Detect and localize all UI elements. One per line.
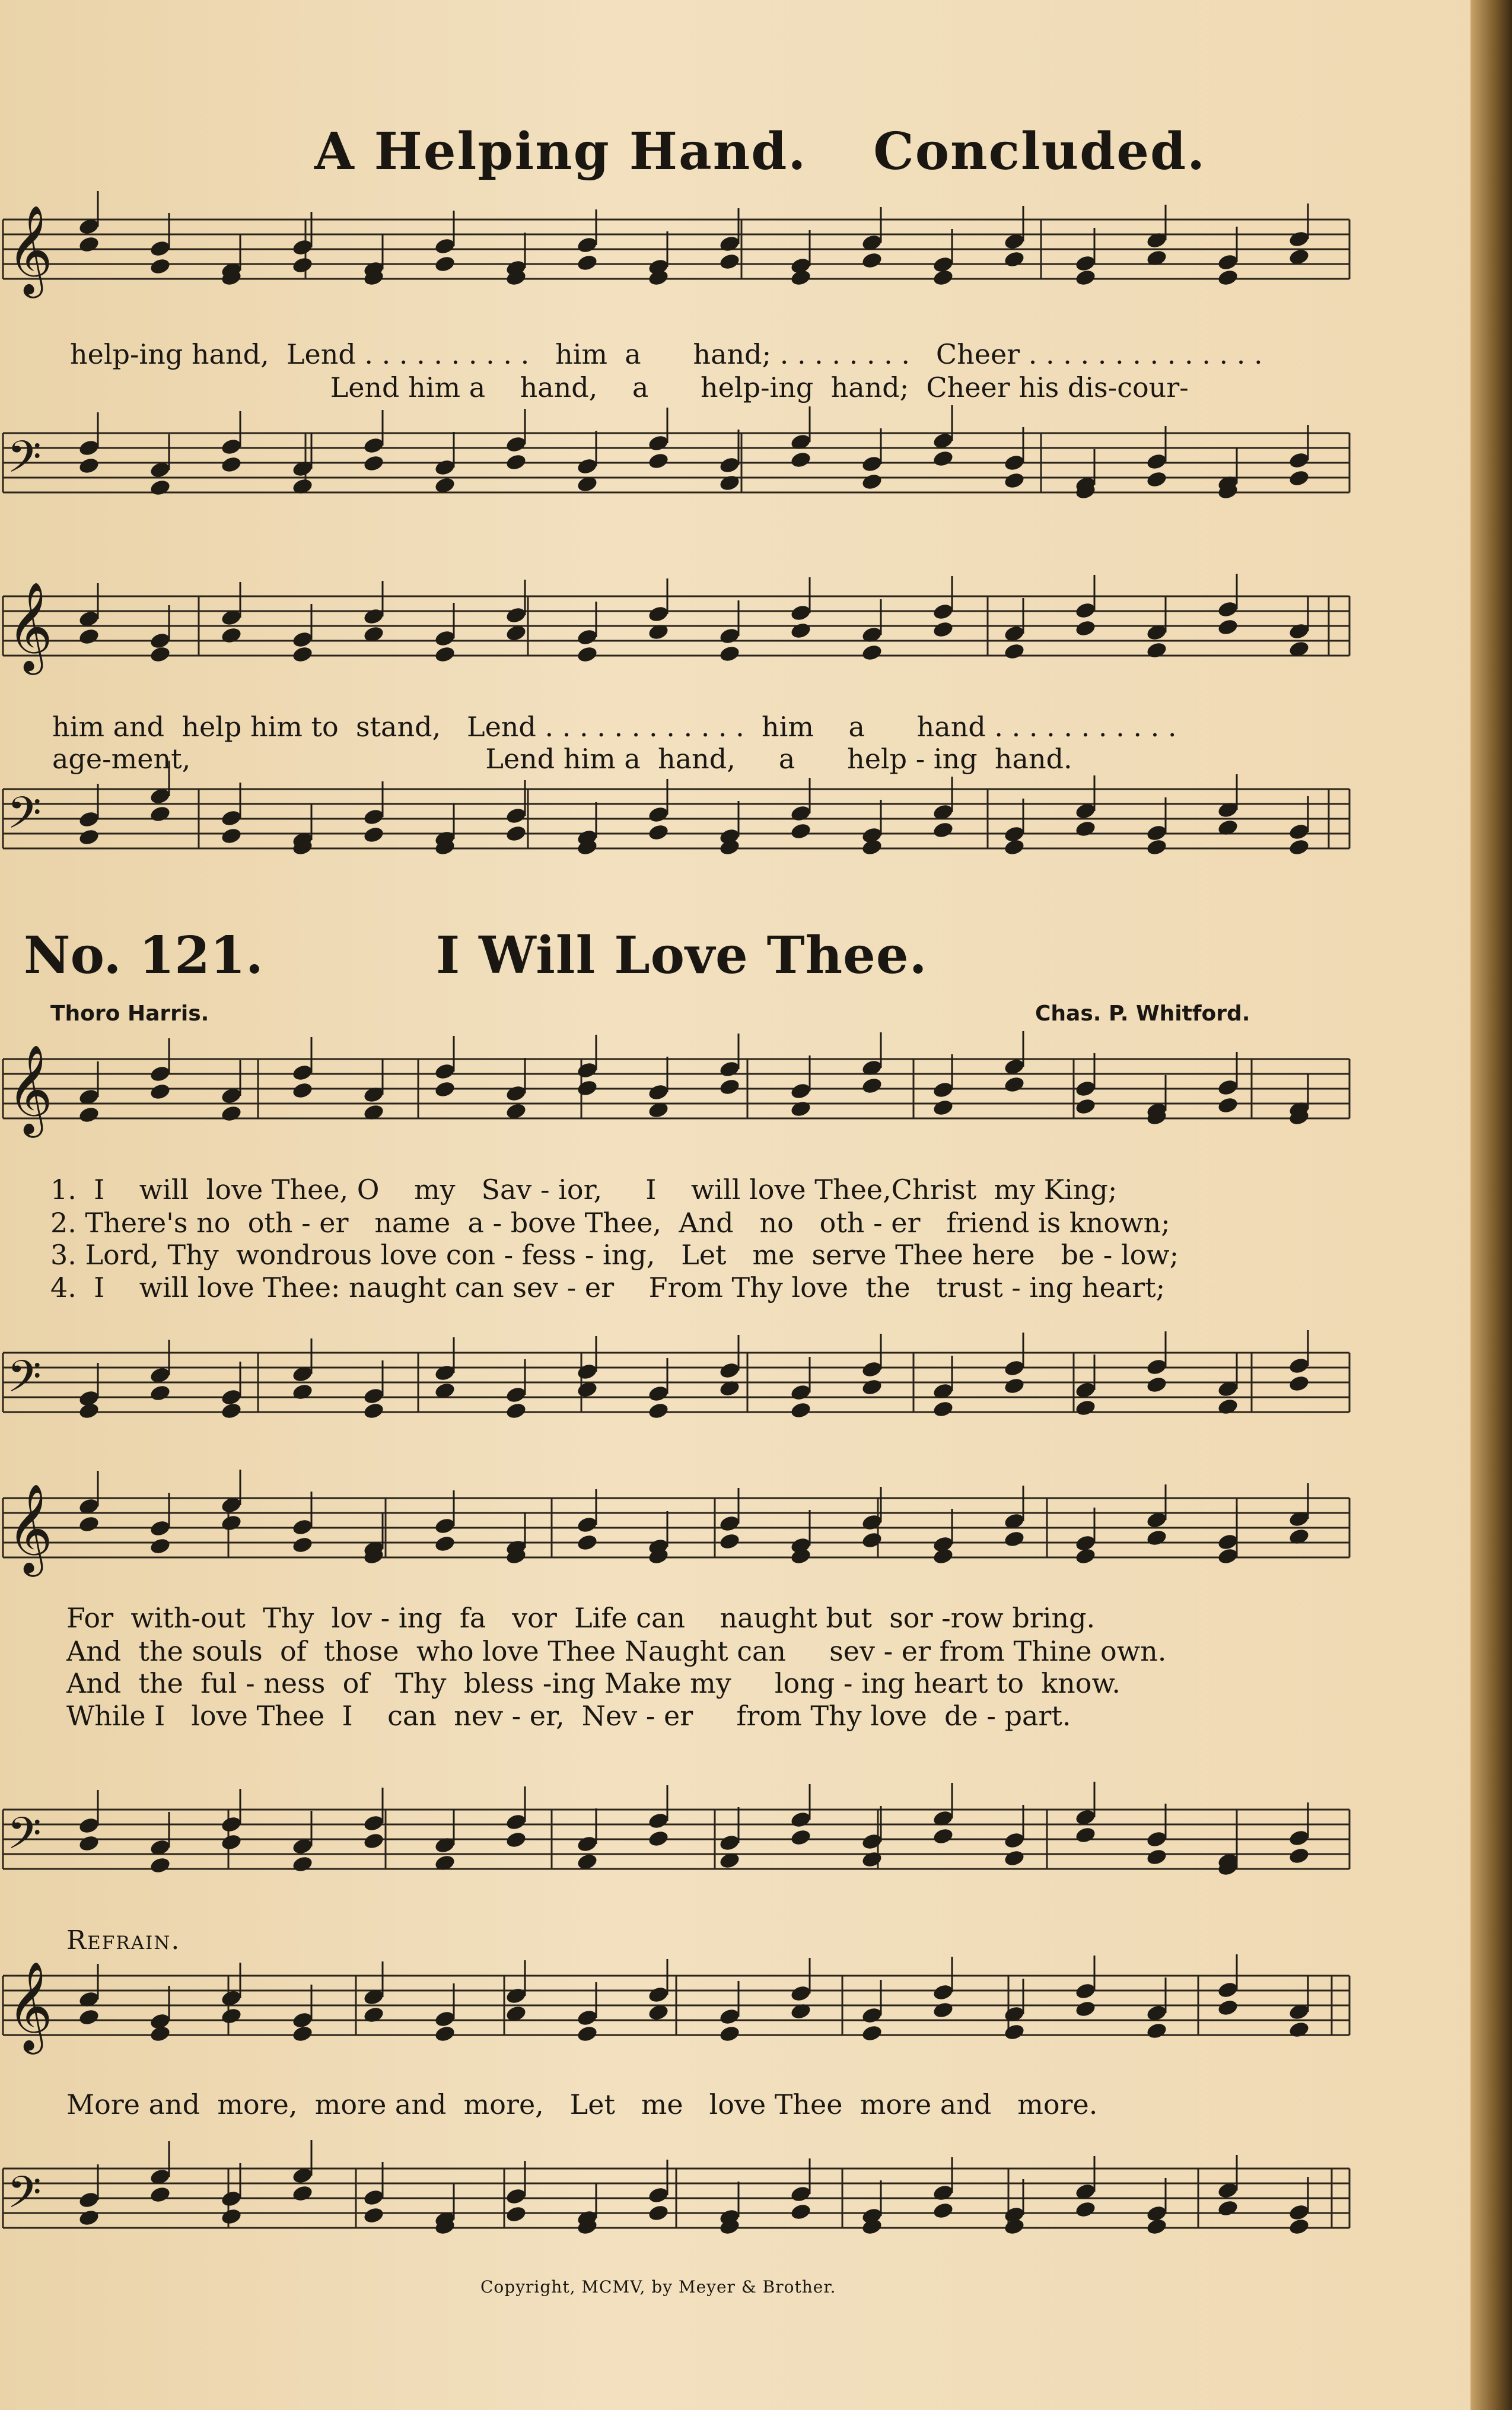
bass-clef-icon: 𝄢 bbox=[7, 1808, 42, 1870]
note-head bbox=[1003, 1849, 1026, 1868]
note-head bbox=[861, 2024, 883, 2043]
note-head bbox=[1074, 1079, 1097, 1098]
note-head bbox=[149, 478, 171, 497]
note-head bbox=[1145, 470, 1168, 489]
verse3-line1: 3. Lord, Thy wondrous love con - fess - ing, Let me serve Thee here be - low; bbox=[50, 1239, 1179, 1271]
note-head bbox=[505, 806, 527, 825]
note-head bbox=[149, 1384, 171, 1403]
note-head bbox=[576, 645, 599, 664]
note-head bbox=[149, 1537, 171, 1556]
note-head bbox=[291, 2024, 314, 2043]
hymn-number: No. 121. bbox=[24, 926, 263, 985]
note-head bbox=[434, 2024, 456, 2043]
note-head bbox=[718, 1060, 741, 1079]
note-head bbox=[1003, 1376, 1026, 1395]
note-head bbox=[1288, 1829, 1310, 1848]
note-head bbox=[220, 1815, 243, 1834]
note-head bbox=[362, 1387, 385, 1406]
note-head bbox=[932, 1400, 954, 1419]
note-head bbox=[78, 456, 100, 475]
note-head bbox=[505, 2187, 527, 2206]
note-head bbox=[220, 2007, 243, 2026]
note-head bbox=[362, 607, 385, 626]
verse4-line2: While I love Thee I can nev - er, Nev - er from Thy love de - part. bbox=[66, 1700, 1071, 1732]
note-head bbox=[861, 1360, 883, 1379]
bass-clef-icon: 𝄢 bbox=[7, 2167, 42, 2229]
note-head bbox=[362, 1401, 385, 1420]
note-head bbox=[1074, 1398, 1097, 1417]
note-head bbox=[149, 2024, 171, 2043]
note-head bbox=[291, 1382, 314, 1401]
copyright-notice: Copyright, MCMV, by Meyer & Brother. bbox=[480, 2277, 836, 2297]
note-head bbox=[1288, 822, 1310, 841]
note-head bbox=[861, 472, 883, 491]
note-head bbox=[362, 454, 385, 473]
note-head bbox=[1217, 2199, 1239, 2218]
note-head bbox=[1003, 2217, 1026, 2236]
note-head bbox=[1074, 1547, 1097, 1566]
note-head bbox=[149, 1856, 171, 1875]
note-head bbox=[790, 1383, 812, 1402]
note-head bbox=[718, 2024, 741, 2043]
hymn-title: I Will Love Thee. bbox=[436, 926, 928, 985]
note-head bbox=[718, 456, 741, 475]
note-head bbox=[505, 435, 527, 454]
note-head bbox=[505, 824, 527, 843]
note-head bbox=[434, 1080, 456, 1099]
note-head bbox=[149, 645, 171, 664]
treble-clef-icon: 𝄞 bbox=[7, 1960, 53, 2050]
note-head bbox=[1074, 1826, 1097, 1845]
note-head bbox=[505, 1385, 527, 1404]
note-head bbox=[647, 1811, 670, 1830]
note-head bbox=[78, 2190, 100, 2209]
note-head bbox=[149, 1064, 171, 1083]
note-head bbox=[78, 235, 100, 254]
note-head bbox=[718, 234, 741, 253]
note-head bbox=[149, 1519, 171, 1538]
song1-row2-lyric-1: him and help him to stand, Lend . . . . . . . . . . . . him a hand . . . . . . . . . . . bbox=[52, 711, 1177, 743]
note-head bbox=[78, 627, 100, 646]
note-head bbox=[1217, 1533, 1239, 1551]
song1-row1-lyric-1: help-ing hand, Lend . . . . . . . . . . him a hand; . . . . . . . . Cheer . . . . . . . . . . . . . . bbox=[70, 338, 1263, 370]
note-head bbox=[718, 1514, 741, 1533]
note-head bbox=[718, 2007, 741, 2026]
note-head bbox=[505, 2205, 527, 2224]
note-head bbox=[78, 1816, 100, 1835]
note-head bbox=[291, 256, 314, 275]
note-head bbox=[576, 628, 599, 647]
note-head bbox=[1217, 1998, 1239, 2017]
verse2-line1: 2. There's no oth - er name a - bove Thee, And no oth - er friend is known; bbox=[50, 1207, 1170, 1239]
note-head bbox=[1288, 838, 1310, 857]
note-head bbox=[1145, 1357, 1168, 1376]
note-head bbox=[718, 473, 741, 492]
note-head bbox=[1288, 1374, 1310, 1393]
note-head bbox=[149, 805, 171, 824]
note-head bbox=[434, 237, 456, 256]
note-head bbox=[647, 805, 670, 824]
note-head bbox=[861, 2006, 883, 2025]
note-head bbox=[362, 807, 385, 826]
note-head bbox=[576, 2008, 599, 2027]
refrain-label: Refrain. bbox=[66, 1925, 181, 1956]
note-head bbox=[505, 606, 527, 625]
note-head bbox=[861, 643, 883, 662]
note-head bbox=[790, 2202, 812, 2221]
note-head bbox=[362, 1832, 385, 1851]
note-head bbox=[434, 629, 456, 648]
note-head bbox=[861, 1076, 883, 1095]
note-head bbox=[291, 630, 314, 649]
note-head bbox=[1074, 1999, 1097, 2018]
note-head bbox=[220, 1388, 243, 1407]
note-head bbox=[718, 252, 741, 271]
note-head bbox=[78, 1105, 100, 1124]
note-head bbox=[790, 1828, 812, 1847]
note-head bbox=[576, 1834, 599, 1853]
note-head bbox=[505, 453, 527, 472]
note-head bbox=[932, 1098, 954, 1117]
note-head bbox=[647, 1401, 670, 1420]
note-head bbox=[576, 1515, 599, 1534]
note-head bbox=[220, 826, 243, 845]
note-head bbox=[291, 1063, 314, 1082]
note-head bbox=[647, 452, 670, 470]
note-head bbox=[434, 1516, 456, 1535]
note-head bbox=[1145, 1375, 1168, 1394]
note-head bbox=[932, 602, 954, 621]
note-head bbox=[1217, 1096, 1239, 1115]
note-head bbox=[1288, 1846, 1310, 1865]
note-head bbox=[220, 1833, 243, 1852]
bass-clef-icon: 𝄢 bbox=[7, 787, 42, 850]
note-head bbox=[718, 1361, 741, 1380]
note-head bbox=[718, 1077, 741, 1096]
note-head bbox=[790, 450, 812, 469]
note-head bbox=[861, 1832, 883, 1851]
note-head bbox=[1288, 469, 1310, 488]
note-head bbox=[362, 436, 385, 455]
note-head bbox=[220, 809, 243, 828]
note-head bbox=[718, 1532, 741, 1551]
note-head bbox=[434, 458, 456, 477]
note-head bbox=[576, 2024, 599, 2043]
note-head bbox=[790, 1401, 812, 1420]
note-head bbox=[149, 631, 171, 650]
note-head bbox=[1074, 2200, 1097, 2219]
song1-row2-lyric-2: age-ment, Lend him a hand, a help - ing hand. bbox=[52, 743, 1072, 775]
note-head bbox=[1145, 2021, 1168, 2040]
note-head bbox=[220, 1104, 243, 1123]
note-head bbox=[362, 2188, 385, 2207]
note-head bbox=[1288, 230, 1310, 249]
note-head bbox=[220, 455, 243, 474]
note-head bbox=[647, 2186, 670, 2205]
note-head bbox=[1003, 642, 1026, 661]
note-head bbox=[647, 1829, 670, 1848]
note-head bbox=[1217, 1547, 1239, 1566]
note-head bbox=[932, 821, 954, 840]
treble-clef-icon: 𝄞 bbox=[7, 1483, 53, 1573]
note-head bbox=[149, 2185, 171, 2204]
note-head bbox=[576, 1362, 599, 1381]
note-head bbox=[790, 268, 812, 287]
note-head bbox=[790, 804, 812, 823]
note-head bbox=[790, 1984, 812, 2003]
note-head bbox=[505, 1084, 527, 1103]
note-head bbox=[1217, 268, 1239, 287]
note-head bbox=[1288, 2217, 1310, 2236]
verse2-line2: And the souls of those who love Thee Naught can sev - er from Thine own. bbox=[66, 1635, 1167, 1667]
treble-clef-icon: 𝄞 bbox=[7, 581, 53, 671]
note-head bbox=[434, 645, 456, 664]
note-head bbox=[220, 437, 243, 456]
note-head bbox=[291, 1855, 314, 1874]
note-head bbox=[505, 1401, 527, 1420]
note-head bbox=[1217, 618, 1239, 637]
note-head bbox=[1217, 600, 1239, 619]
note-head bbox=[1003, 250, 1026, 269]
note-head bbox=[1145, 838, 1168, 857]
note-head bbox=[220, 1514, 243, 1533]
note-head bbox=[861, 251, 883, 270]
note-head bbox=[1217, 1078, 1239, 1097]
note-head bbox=[790, 1099, 812, 1118]
note-head bbox=[362, 825, 385, 844]
note-head bbox=[220, 626, 243, 645]
note-head bbox=[576, 236, 599, 255]
note-head bbox=[149, 257, 171, 276]
note-head bbox=[647, 1384, 670, 1403]
note-head bbox=[78, 828, 100, 847]
note-head bbox=[362, 2005, 385, 2024]
note-head bbox=[1074, 1982, 1097, 2001]
note-head bbox=[434, 1534, 456, 1553]
note-head bbox=[576, 1533, 599, 1552]
note-head bbox=[861, 1531, 883, 1550]
note-head bbox=[861, 1513, 883, 1532]
note-head bbox=[1288, 1356, 1310, 1375]
note-head bbox=[1003, 1359, 1026, 1378]
note-head bbox=[1288, 622, 1310, 641]
verse3-line2: And the ful - ness of Thy bless -ing Make my long - ing heart to know. bbox=[66, 1667, 1121, 1699]
note-head bbox=[576, 457, 599, 476]
note-head bbox=[647, 434, 670, 453]
verse1-line1: 1. I will love Thee, O my Sav - ior, I will love Thee,Christ my King; bbox=[50, 1174, 1118, 1206]
note-head bbox=[291, 2011, 314, 2030]
note-head bbox=[1074, 601, 1097, 620]
note-head bbox=[1217, 253, 1239, 272]
note-head bbox=[1145, 2217, 1168, 2236]
note-head bbox=[291, 238, 314, 257]
note-head bbox=[1074, 1097, 1097, 1116]
note-head bbox=[362, 1814, 385, 1833]
note-head bbox=[576, 1079, 599, 1098]
note-head bbox=[505, 1830, 527, 1849]
note-head bbox=[932, 1080, 954, 1099]
bass-clef-icon: 𝄢 bbox=[7, 431, 42, 494]
note-head bbox=[932, 2001, 954, 2020]
treble-clef-icon: 𝄞 bbox=[7, 1044, 53, 1134]
note-head bbox=[790, 603, 812, 622]
author-credit: Chas. P. Whitford. bbox=[1035, 1001, 1250, 1026]
note-head bbox=[861, 838, 883, 857]
note-head bbox=[647, 1083, 670, 1102]
title-concluded: Concluded. bbox=[873, 122, 1207, 182]
note-head bbox=[291, 1535, 314, 1554]
note-head bbox=[932, 2183, 954, 2202]
note-head bbox=[1003, 2023, 1026, 2042]
note-head bbox=[647, 2204, 670, 2223]
note-head bbox=[78, 438, 100, 457]
note-head bbox=[576, 1061, 599, 1080]
note-head bbox=[78, 1401, 100, 1420]
note-head bbox=[790, 1810, 812, 1829]
note-head bbox=[1003, 1530, 1026, 1549]
note-head bbox=[505, 1986, 527, 2005]
note-head bbox=[790, 621, 812, 640]
note-head bbox=[718, 627, 741, 646]
note-head bbox=[1074, 268, 1097, 287]
note-head bbox=[932, 1983, 954, 2002]
title-main: A Helping Hand. bbox=[314, 122, 807, 182]
note-head bbox=[78, 2208, 100, 2227]
note-head bbox=[790, 2185, 812, 2204]
note-head bbox=[78, 1834, 100, 1853]
note-head bbox=[220, 1401, 243, 1420]
note-head bbox=[505, 1813, 527, 1832]
note-head bbox=[1288, 451, 1310, 470]
note-head bbox=[1003, 838, 1026, 857]
note-head bbox=[434, 2010, 456, 2029]
refrain-lyric: More and more, more and more, Let me love Thee more and more. bbox=[66, 2088, 1098, 2120]
note-head bbox=[1145, 641, 1168, 660]
note-head bbox=[647, 1985, 670, 2004]
treble-clef-icon: 𝄞 bbox=[7, 204, 53, 294]
note-head bbox=[78, 2008, 100, 2027]
note-head bbox=[78, 1515, 100, 1534]
note-head bbox=[291, 1518, 314, 1537]
note-head bbox=[1003, 1831, 1026, 1850]
song1-row1-lyric-2: Lend him a hand, a help-ing hand; Cheer his dis-cour- bbox=[70, 371, 1189, 403]
note-head bbox=[932, 268, 954, 287]
note-head bbox=[1288, 2203, 1310, 2222]
note-head bbox=[790, 1082, 812, 1101]
note-head bbox=[861, 454, 883, 473]
note-head bbox=[1145, 1528, 1168, 1547]
note-head bbox=[861, 1850, 883, 1869]
note-head bbox=[932, 449, 954, 468]
note-head bbox=[291, 645, 314, 664]
note-head bbox=[576, 253, 599, 272]
verse4-line1: 4. I will love Thee: naught can sev - er From Thy love the trust - ing heart; bbox=[50, 1271, 1166, 1303]
note-head bbox=[291, 1081, 314, 1100]
bass-clef-icon: 𝄢 bbox=[7, 1351, 42, 1413]
note-head bbox=[1003, 471, 1026, 490]
note-head bbox=[932, 1827, 954, 1846]
note-head bbox=[1074, 254, 1097, 273]
note-head bbox=[1145, 1848, 1168, 1867]
composer-credit: Thoro Harris. bbox=[50, 1001, 209, 1026]
note-head bbox=[434, 1363, 456, 1382]
note-head bbox=[1145, 824, 1168, 842]
note-head bbox=[78, 810, 100, 829]
note-head bbox=[861, 1378, 883, 1397]
note-head bbox=[1003, 453, 1026, 472]
note-head bbox=[790, 822, 812, 841]
note-head bbox=[647, 605, 670, 624]
note-head bbox=[1145, 1830, 1168, 1849]
note-head bbox=[647, 823, 670, 842]
note-head bbox=[362, 2206, 385, 2225]
note-head bbox=[149, 239, 171, 258]
note-head bbox=[1074, 819, 1097, 838]
note-head bbox=[1217, 1980, 1239, 1999]
note-head bbox=[220, 2207, 243, 2226]
note-head bbox=[1003, 1075, 1026, 1094]
note-head bbox=[718, 644, 741, 663]
note-head bbox=[932, 620, 954, 639]
note-head bbox=[1145, 452, 1168, 471]
note-head bbox=[434, 1062, 456, 1081]
verse1-line2: For with-out Thy lov - ing fa vor Life can naught but sor -row bring. bbox=[66, 1602, 1096, 1634]
page-title bbox=[314, 122, 1206, 182]
note-head bbox=[1074, 619, 1097, 638]
note-head bbox=[291, 2184, 314, 2203]
note-head bbox=[1288, 2020, 1310, 2039]
note-head bbox=[932, 2201, 954, 2220]
note-head bbox=[220, 2189, 243, 2208]
note-head bbox=[1217, 1397, 1239, 1416]
note-head bbox=[718, 1833, 741, 1852]
note-head bbox=[149, 1082, 171, 1101]
note-head bbox=[932, 1547, 954, 1566]
note-head bbox=[434, 255, 456, 274]
